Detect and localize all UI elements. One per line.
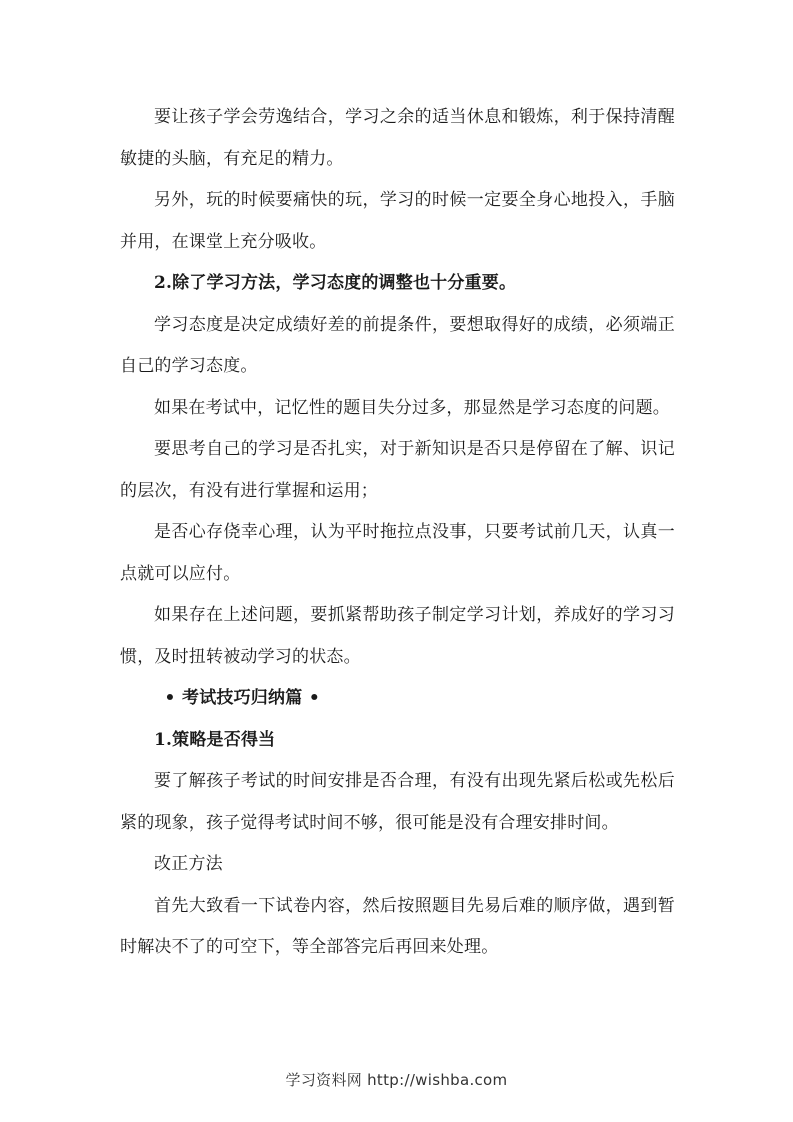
- paragraph: 改正方法: [154, 854, 223, 874]
- numbered-heading: 2.除了学习方法，学习态度的调整也十分重要。: [154, 273, 517, 293]
- paragraph: 要思考自己的学习是否扎实，对于新知识是否只是停留在了解、识记的层次，有没有进行掌握和运用；: [120, 439, 675, 501]
- paragraph: 首先大致看一下试卷内容，然后按照题目先易后难的顺序做，遇到暂时解决不了的可空下，等全部答完后再回来处理。: [120, 895, 675, 957]
- document-body: [120, 97, 675, 969]
- subheading: 1.策略是否得当: [154, 729, 276, 750]
- paragraph: 要了解孩子考试的时间安排是否合理，有没有出现先紧后松或先松后紧的现象，孩子觉得考试时间不够，很可能是没有合理安排时间。: [120, 771, 675, 833]
- bullet-icon: •: [308, 688, 320, 708]
- paragraph: 如果存在上述问题，要抓紧帮助孩子制定学习计划，养成好的学习习惯，及时扭转被动学习的状态。: [120, 605, 675, 667]
- section-heading: [120, 678, 675, 720]
- paragraph: 如果在考试中，记忆性的题目失分过多，那显然是学习态度的问题。: [154, 397, 670, 418]
- paragraph: 是否心存侥幸心理，认为平时拖拉点没事，只要考试前几天，认真一点就可以应付。: [120, 522, 675, 584]
- paragraph: 另外，玩的时候要痛快的玩，学习的时候一定要全身心地投入，手脑并用，在课堂上充分吸收。: [120, 190, 675, 252]
- page-footer: 学习资料网 http://wishba.com: [285, 1071, 508, 1089]
- bullet-icon: •: [164, 688, 176, 708]
- paragraph: 要让孩子学会劳逸结合，学习之余的适当休息和锻炼，利于保持清醒敏捷的头脑，有充足的精力。: [120, 107, 675, 169]
- paragraph: 学习态度是决定成绩好差的前提条件，要想取得好的成绩，必须端正自己的学习态度。: [120, 314, 675, 376]
- section-heading-text: 考试技巧归纳篇: [182, 688, 303, 708]
